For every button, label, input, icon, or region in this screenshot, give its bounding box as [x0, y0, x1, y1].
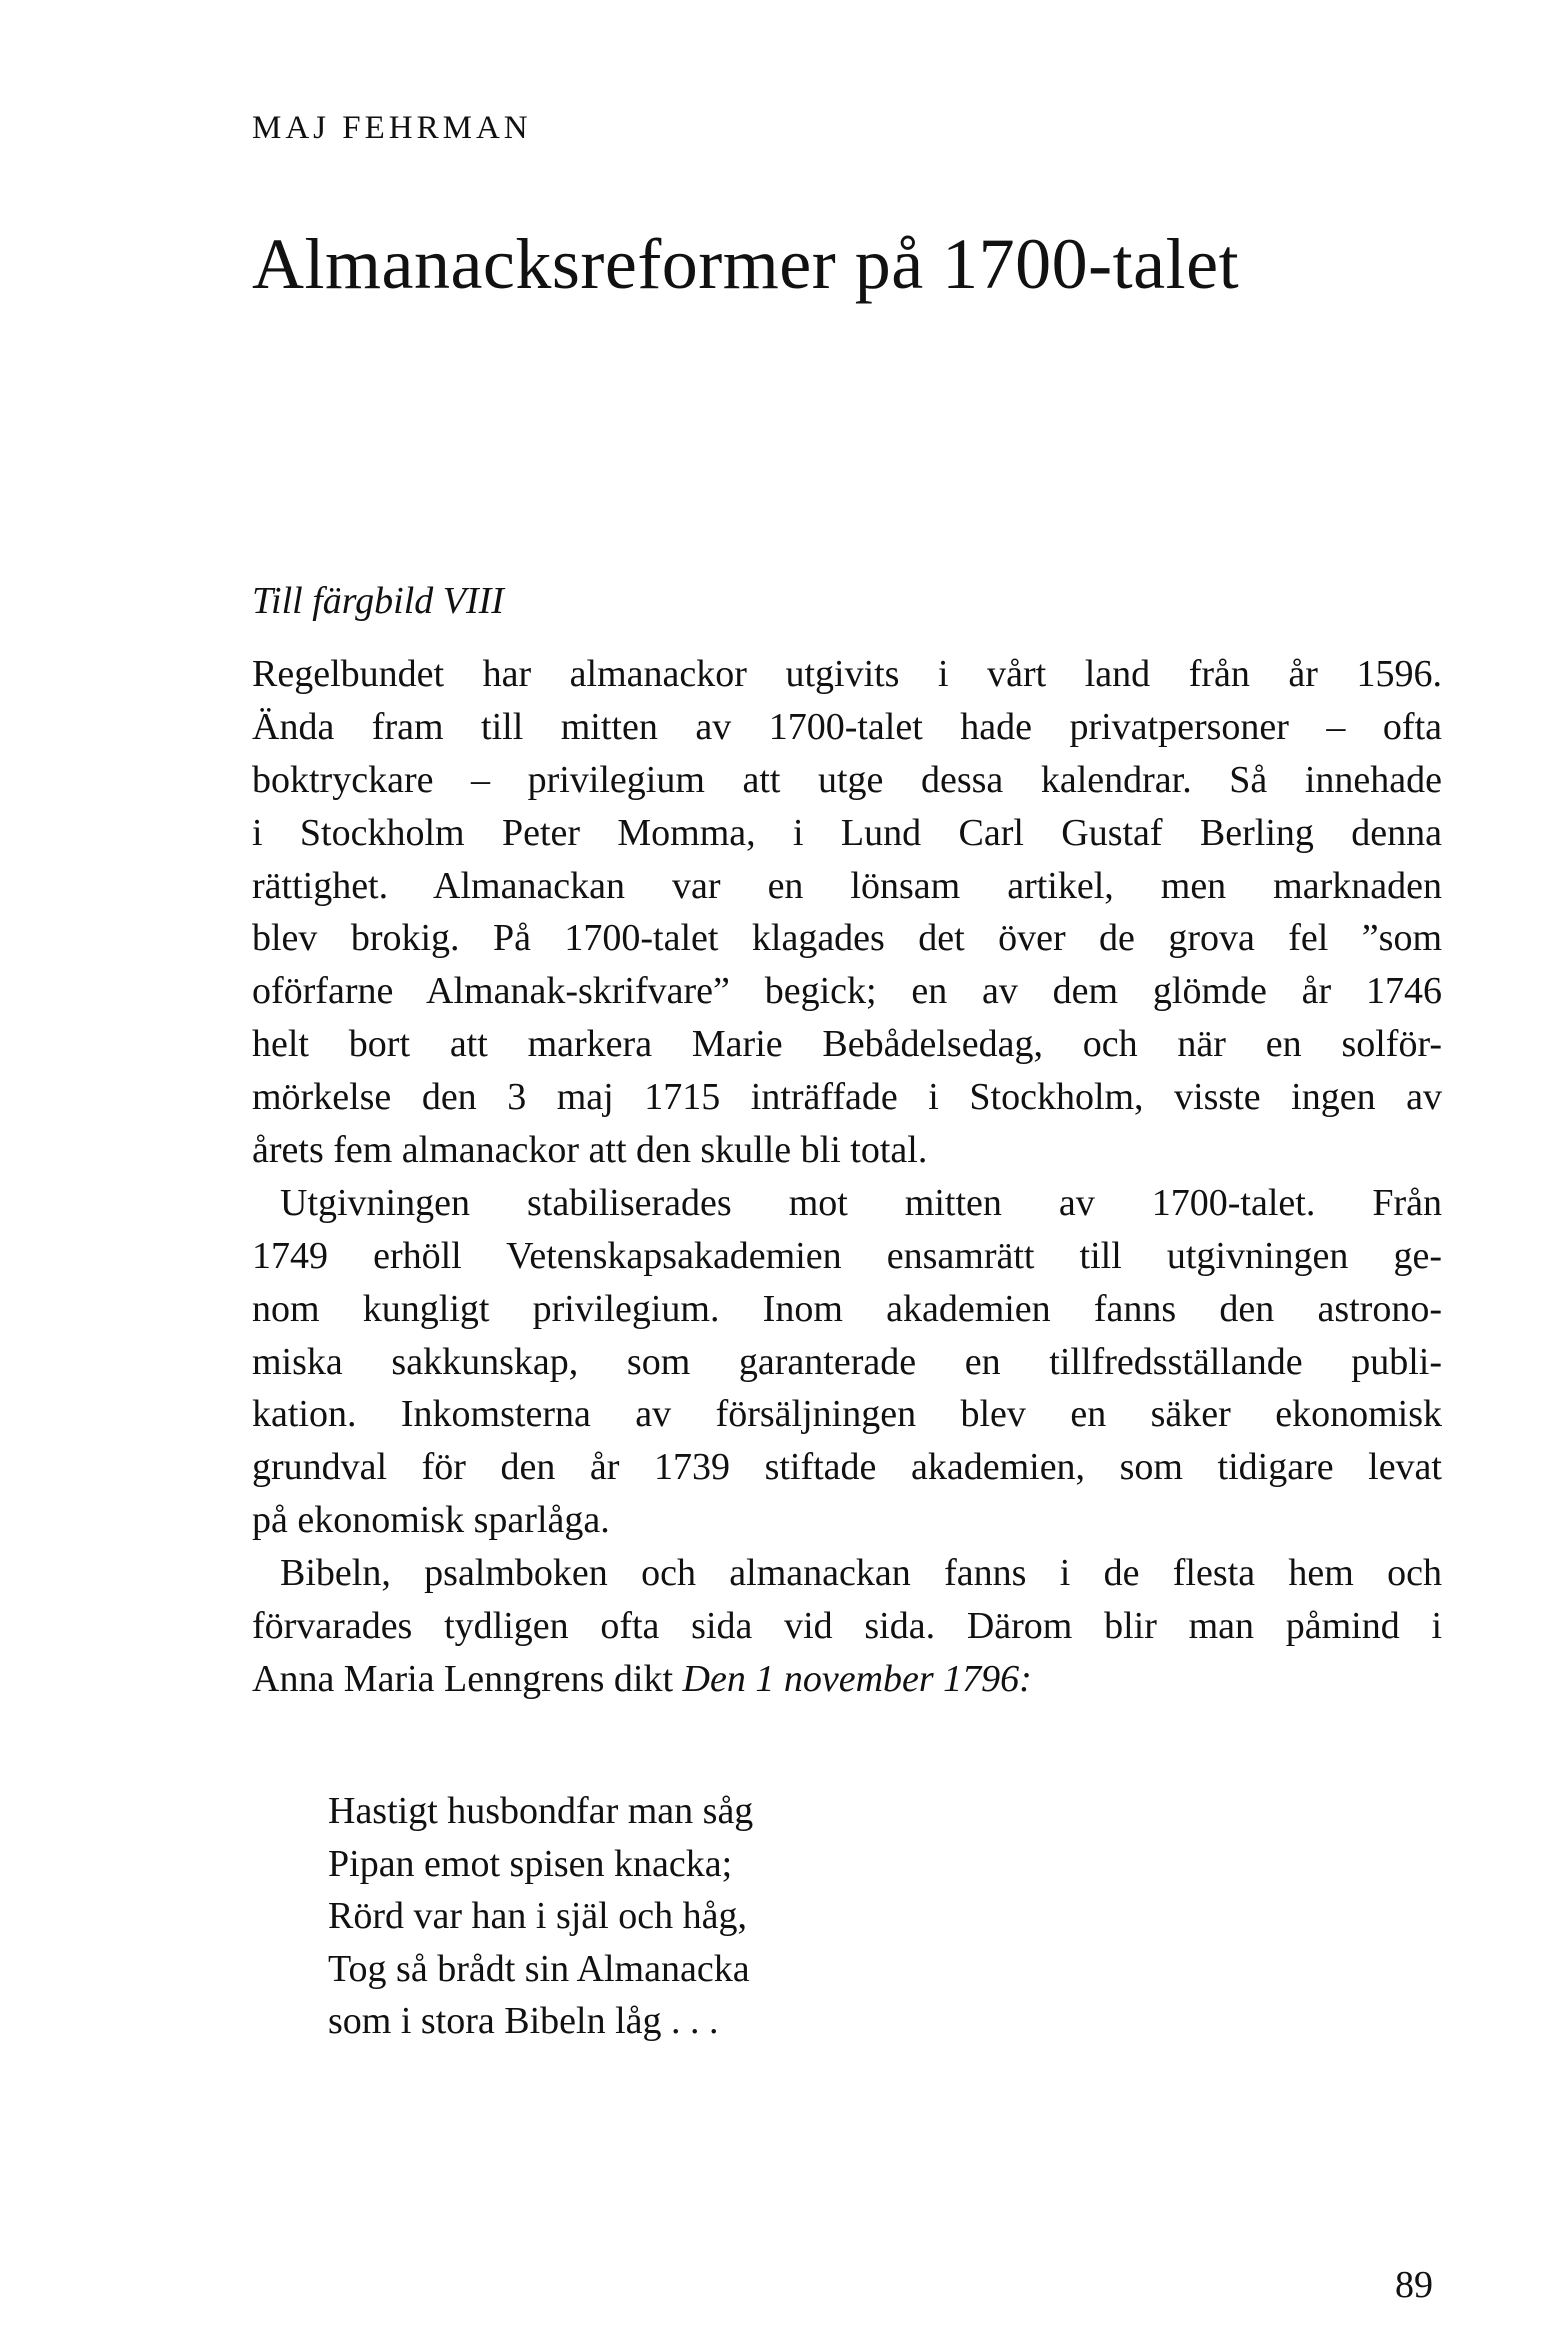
text-line — [252, 1653, 1442, 1706]
poem-title: Den 1 november 1796: — [682, 1657, 1032, 1700]
text-line: Regelbundet har almanackor utgivits i vårt land från år 1596. — [252, 653, 1442, 695]
poem-verse: Pipan emot spisen knacka; — [328, 1842, 733, 1885]
page-number: 89 — [1395, 2264, 1433, 2306]
text-line: Utgivningen stabiliserades mot mitten av 1700-talet. Från — [280, 1181, 1442, 1224]
text-line: årets fem almanackor att den skulle bli total. — [252, 1129, 928, 1172]
text-line: boktryckare – privilegium att utge dessa kalendrar. Så innehade — [252, 758, 1442, 801]
poem — [328, 1785, 753, 2048]
poem-verse: Tog så brådt sin Almanacka — [328, 1947, 750, 1990]
text-line: nom kungligt privilegium. Inom akademien fanns den astrono- — [252, 1287, 1442, 1330]
article-title: Almanacksreformer på 1700-talet — [252, 224, 1240, 304]
poem-verse: Rörd var han i själ och håg, — [328, 1895, 747, 1937]
text-line: Bibeln, psalmboken och almanackan fanns i de flesta hem och — [280, 1552, 1442, 1595]
author-name: MAJ FEHRMAN — [252, 110, 532, 146]
text-line: rättighet. Almanackan var en lönsam artikel, men marknaden — [252, 864, 1442, 907]
text-line: mörkelse den 3 maj 1715 inträffade i Stockholm, visste ingen av — [252, 1076, 1442, 1119]
text-line: förvarades tydligen ofta sida vid sida. Därom blir man påmind i — [252, 1605, 1442, 1648]
text-plain: Anna Maria Lenngrens dikt — [252, 1657, 683, 1700]
text-line: 1749 erhöll Vetenskapsakademien ensamrätt till utgivningen ge- — [252, 1234, 1442, 1277]
text-line: i Stockholm Peter Momma, i Lund Carl Gustaf Berling denna — [252, 811, 1442, 854]
text-line: oförfarne Almanak-skrifvare” begick; en av dem glömde år 1746 — [252, 970, 1442, 1013]
poem-verse: Hastigt husbondfar man såg — [328, 1790, 754, 1832]
text-line: Ända fram till mitten av 1700-talet hade privatpersoner – ofta — [252, 705, 1442, 748]
text-line: blev brokig. På 1700-talet klagades det över de grova fel ”som — [252, 917, 1442, 960]
subheading: Till färgbild VIII — [252, 580, 504, 622]
body-text — [252, 648, 1442, 1706]
poem-verse: som i stora Bibeln låg . . . — [328, 2000, 719, 2042]
text-line: helt bort att markera Marie Bebådelsedag, och när en solför- — [252, 1023, 1442, 1066]
text-line: miska sakkunskap, som garanterade en tillfredsställande publi- — [252, 1340, 1442, 1383]
text-line: på ekonomisk sparlåga. — [252, 1499, 610, 1542]
text-line: grundval för den år 1739 stiftade akademien, som tidigare levat — [252, 1446, 1442, 1489]
text-line: kation. Inkomsterna av försäljningen blev en säker ekonomisk — [252, 1393, 1442, 1436]
